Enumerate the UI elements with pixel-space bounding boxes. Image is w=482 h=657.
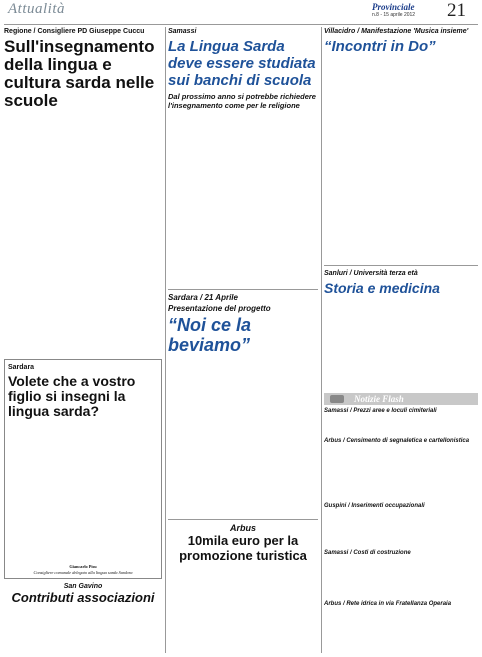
- flash-item-title: Arbus / Censimento di segnaletica e cartellonistica: [324, 438, 470, 444]
- issue-date: n.8 - 15 aprile 2012: [372, 12, 416, 18]
- flash-item-title: Samassi / Prezzi aree e loculi cimiteriali: [324, 408, 437, 414]
- boxed-article: [4, 359, 162, 579]
- flash-item-title: Arbus / Rete idrica in via Fratellanza Operaia: [324, 601, 452, 607]
- boxed-article-body: [8, 421, 158, 564]
- column-divider: [321, 27, 322, 653]
- article-headline: “Incontri in Do”: [324, 38, 436, 55]
- divider: [168, 519, 318, 520]
- article-headline: La Lingua Sarda deve essere studiata sui banchi di scuola: [168, 38, 316, 89]
- flash-item-body: [324, 445, 478, 501]
- article-headline: Storia e medicina: [324, 280, 440, 296]
- page-number: 21: [447, 0, 466, 21]
- signature-name: Giancarlo Pisu: [69, 564, 97, 569]
- flash-item-title: Guspini / Inserimenti occupazionali: [324, 503, 425, 509]
- article-body: [324, 299, 478, 390]
- flash-item-body: [324, 608, 478, 640]
- article-body: [168, 565, 318, 657]
- news-flash-banner: [324, 393, 478, 405]
- flash-item-body: [324, 415, 478, 436]
- article-kicker: Samassi: [168, 28, 197, 35]
- column-left: [4, 27, 162, 657]
- section-title: Attualità: [8, 1, 65, 17]
- article-body: [4, 113, 162, 356]
- article-body: [168, 358, 318, 516]
- publication-logo: Provinciale: [372, 2, 415, 12]
- article-kicker: San Gavino: [63, 583, 103, 591]
- signature-role: Consigliere comunale delegato alla lingua sarda Sardara: [33, 569, 133, 575]
- article-headline: “Noi ce la beviamo”: [168, 315, 252, 355]
- masthead: [0, 0, 482, 24]
- boxed-article-kicker: Sardara: [8, 364, 35, 371]
- news-flash-title: Notizie Flash: [354, 394, 404, 404]
- divider: [168, 289, 318, 290]
- article-body: [324, 58, 478, 262]
- article-kicker: Villacidro / Manifestazione 'Musica insieme': [324, 28, 469, 35]
- column-middle: [168, 27, 318, 657]
- flash-icon: [330, 395, 344, 403]
- article-kicker: Sardara / 21 Aprile: [168, 293, 238, 302]
- column-right: [324, 27, 478, 640]
- flash-item-body: [324, 557, 478, 599]
- article-headline: Contributi associazioni: [11, 590, 155, 606]
- article-headline: 10mila euro per la promozione turistica: [179, 533, 307, 563]
- flash-item-body: [324, 510, 478, 548]
- divider: [324, 265, 478, 266]
- column-divider: [165, 27, 166, 653]
- header-rule: [4, 24, 478, 25]
- article-subhead: Presentazione del progetto: [168, 304, 271, 313]
- article-body: [4, 605, 162, 657]
- boxed-article-headline: Volete che a vostro figlio si insegni la lingua sarda?: [8, 373, 136, 419]
- article-headline: Sull'insegnamento della lingua e cultura sarda nelle scuole: [4, 37, 155, 110]
- article-kicker: Arbus: [229, 523, 256, 533]
- article-body: [168, 113, 318, 286]
- flash-item-title: Samassi / Costi di costruzione: [324, 550, 411, 556]
- article-kicker: Sanluri / Università terza età: [324, 270, 418, 277]
- article-deck: Dal prossimo anno si potrebbe richiedere l'insegnamento come per le religione: [168, 92, 316, 110]
- article-kicker: Regione / Consigliere PD Giuseppe Cuccu: [4, 28, 145, 35]
